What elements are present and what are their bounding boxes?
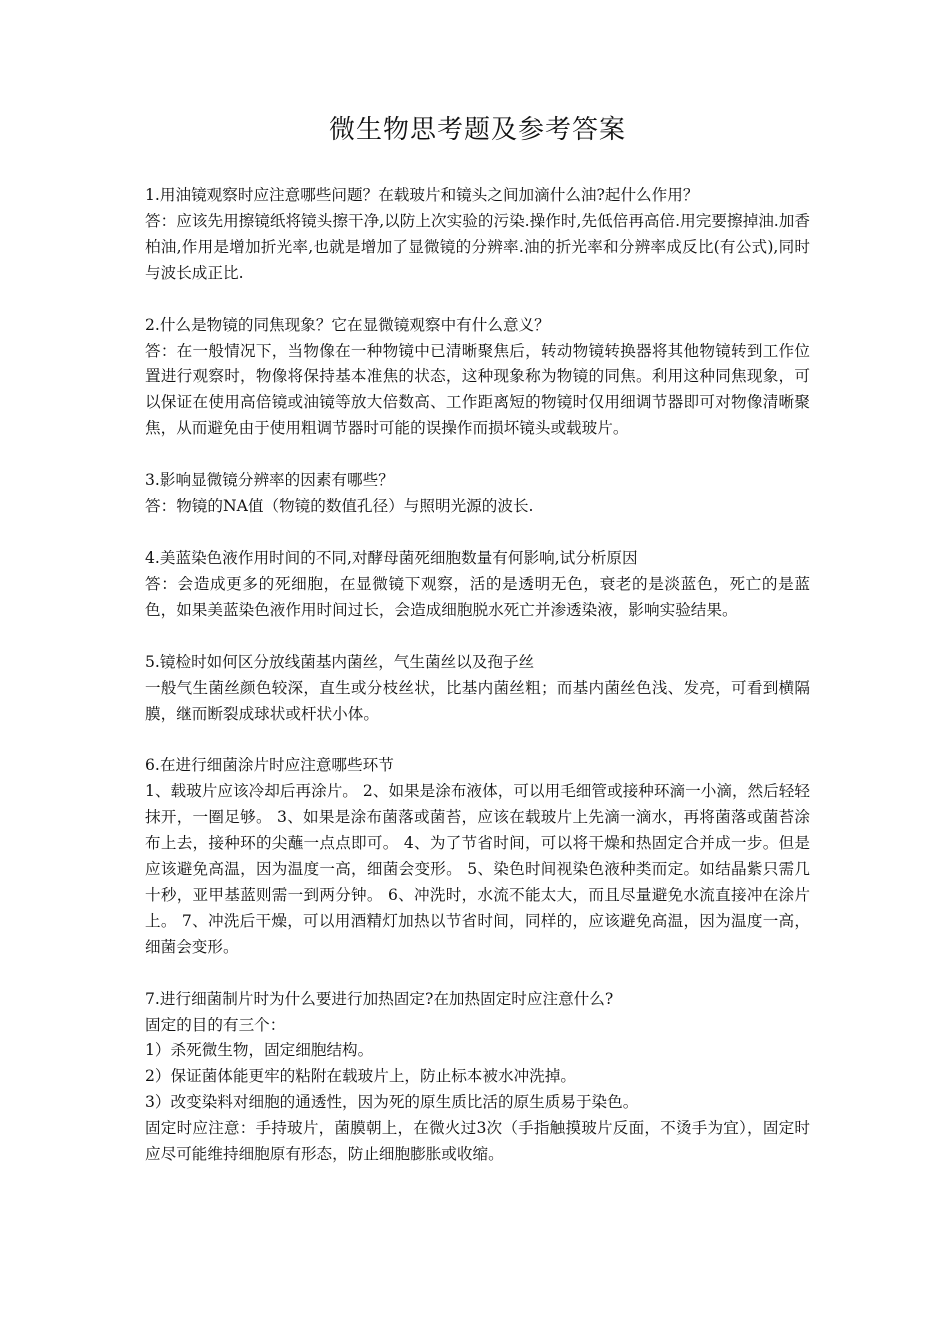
answer-7-note: 固定时应注意：手持玻片，菌膜朝上，在微火过3次（手指触摸玻片反面，不烫手为宜），固定时应尽可能维持细胞原有形态，防止细胞膨胀或收缩。: [145, 1119, 810, 1164]
answer-1: 答：应该先用擦镜纸将镜头擦干净,以防上次实验的污染.操作时,先低倍再高倍.用完要擦掉油.加香柏油,作用是增加折光率,也就是增加了显微镜的分辨率.油的折光率和分辨率成反比(有公式),同时与波长成正比.: [145, 211, 810, 282]
qa-section-3: [145, 468, 810, 520]
question-7: 7.进行细菌制片时为什么要进行加热固定?在加热固定时应注意什么?: [145, 989, 614, 1008]
question-6: 6.在进行细菌涂片时应注意哪些环节: [145, 756, 394, 775]
answer-7-item-1: 1）杀死微生物，固定细胞结构。: [145, 1041, 374, 1060]
qa-section-4: [145, 546, 810, 624]
qa-section-6: [145, 753, 810, 960]
qa-section-1: [145, 183, 810, 287]
answer-7-item-3: 3）改变染料对细胞的通透性，因为死的原生质比活的原生质易于染色。: [145, 1093, 639, 1112]
question-2: 2.什么是物镜的同焦现象？它在显微镜观察中有什么意义？: [145, 315, 550, 334]
answer-7-intro: 固定的目的有三个：: [145, 1015, 286, 1034]
document-title: 微生物思考题及参考答案: [328, 115, 626, 145]
question-4: 4.美蓝染色液作用时间的不同,对酵母菌死细胞数量有何影响,试分析原因: [145, 548, 638, 567]
answer-4: 答：会造成更多的死细胞，在显微镜下观察，活的是透明无色，衰老的是淡蓝色，死亡的是蓝色，如果美蓝染色液作用时间过长，会造成细胞脱水死亡并渗透染液，影响实验结果。: [145, 574, 810, 619]
question-3: 3.影响显微镜分辨率的因素有哪些？: [145, 471, 394, 490]
answer-6: 1、载玻片应该冷却后再涂片。 2、如果是涂布液体，可以用毛细管或接种环滴一小滴，然后轻轻抹开，一圈足够。 3、如果是涂布菌落或菌苔，应该在载玻片上先滴一滴水，再将菌落或菌苔涂布上去，接种环的尖蘸一点点即可。 4、为了节省时间，可以将干燥和热固定合并成一步。但是应该避免高温，因为温度一高，细菌会变形。 5、染色时间视染色液种类而定。如结晶紫只需几十秒，亚甲基蓝则需一到两分钟。 6、冲洗时，水流不能太大，而且尽量避免水流直接冲在涂片上。 7、冲洗后干燥，可以用酒精灯加热以节省时间，同样的，应该避免高温，因为温度一高，细菌会变形。: [145, 782, 810, 956]
answer-3: 答：物镜的NA值（物镜的数值孔径）与照明光源的波长.: [145, 497, 534, 516]
question-5: 5.镜检时如何区分放线菌基内菌丝，气生菌丝以及孢子丝: [145, 652, 535, 671]
answer-5: 一般气生菌丝颜色较深，直生或分枝丝状，比基内菌丝粗；而基内菌丝色浅、发亮，可看到横隔膜，继而断裂成球状或杆状小体。: [145, 678, 810, 723]
qa-section-2: [145, 313, 810, 443]
question-1: 1.用油镜观察时应注意哪些问题？在载玻片和镜头之间加滴什么油?起什么作用？: [145, 186, 699, 204]
document-page: [145, 0, 810, 1344]
answer-7-item-2: 2）保证菌体能更牢的粘附在载玻片上，防止标本被水冲洗掉。: [145, 1067, 576, 1086]
document-body: [145, 183, 810, 1194]
answer-2: 答：在一般情况下，当物像在一种物镜中已清晰聚焦后，转动物镜转换器将其他物镜转到工作位置进行观察时，物像将保持基本准焦的状态，这种现象称为物镜的同焦。利用这种同焦现象，可以保证在使用高倍镜或油镜等放大倍数高、工作距离短的物镜时仅用细调节器即可对物像清晰聚焦，从而避免由于使用粗调节器时可能的误操作而损坏镜头或载玻片。: [145, 341, 810, 438]
qa-section-7: [145, 987, 810, 1168]
qa-section-5: [145, 650, 810, 728]
